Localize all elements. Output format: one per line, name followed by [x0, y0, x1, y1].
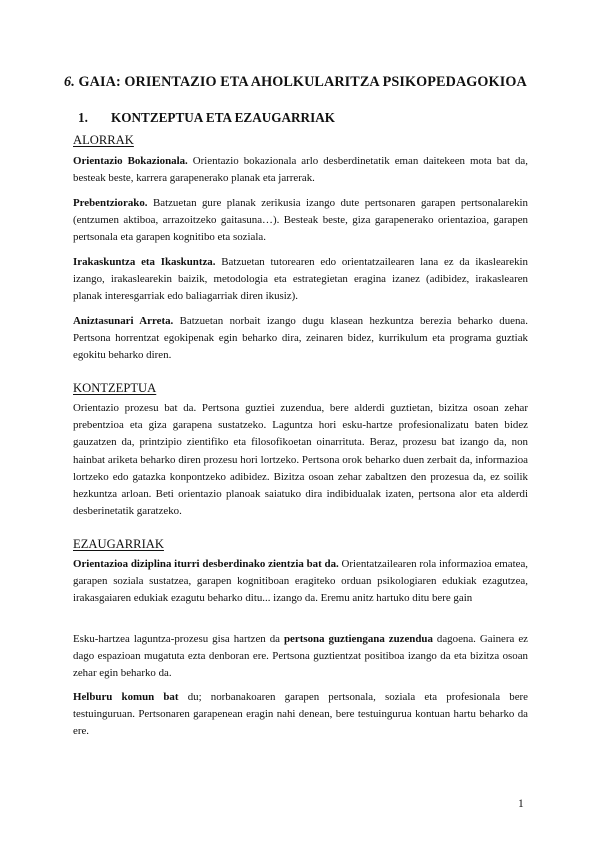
kontzeptua-heading: KONTZEPTUA [73, 381, 157, 395]
ezaugarriak-heading: EZAUGARRIAK [73, 537, 164, 551]
alorrak-paragraph-4 [73, 313, 528, 365]
alorrak-paragraph-1 [73, 153, 528, 187]
ezaugarriak-paragraph-2 [73, 631, 528, 683]
paragraph-text: Batzuetan norbait izango dugu klasean hezkuntza berezia beharko duena. Pertsona horrentzat egokipenak egin beharko dira, zeinaren bidez, kurrikulum eta programa guztiak egokitu beharko diren. [73, 315, 528, 362]
page-number: 1 [518, 798, 524, 810]
term: Orientazioa diziplina iturri desberdinako zientzia bat da. [73, 558, 339, 570]
ezaugarriak-paragraph-1 [73, 556, 528, 608]
paragraph-text: Batzuetan gure planak zerikusia izango dute pertsonaren garapen pertsonalarekin (entzumen aktiboa, arrazoitzeko gaitasuna…). Besteak beste, giza garapenerako orientazioa, garapen pertsonala eta garapen kognitibo eta soziala. [73, 197, 528, 244]
term: Aniztasunari Arreta. [73, 315, 174, 327]
section-heading [78, 110, 335, 126]
title-text: GAIA: ORIENTAZIO ETA AHOLKULARITZA PSIKOPEDAGOKIOA [78, 74, 527, 90]
term: Orientazio Bokazionala. [73, 155, 188, 167]
kontzeptua-paragraph: Orientazio prozesu bat da. Pertsona guztiei zuzendua, bere alderdi guztietan, bizitza osoan zehar prebentzioa eta giza garapena sustatzeko. Laguntza hori esku-hartze profesionalizatu baten bidez gauzatzen da, printzipio zientifiko eta filosofikoetan oinarrituta. Beraz, prozesu bat izango da, non hainbat ariketa beharko diren prozesu hori lortzeko. Pertsona orok beharko duen zerbait da, informazioa lortzeko edo gatazka konpontzeko adibidez. Bizitza osoan zehar zabaltzen den prozesua da, ez soilik hezkuntza arloan. Beti orientazio planoak saiatuko dira indibidualak izaten, pertsona alor eta alderdi desberinetatik garatzeko. [73, 402, 528, 518]
paragraph-text: Batzuetan tutorearen edo orientatzailearen lana ez da ikaslearekin izango, irakaslearekin baizik, metodologia eta estrategietan eragina izanez (adibidez, irakaslearen planak interesgarriak edo baliagarriak diren ikusiz). [73, 256, 528, 303]
term: Irakaskuntza eta Ikaskuntza. [73, 256, 216, 268]
section-number: 1. [78, 110, 88, 125]
document-title [64, 74, 564, 91]
paragraph-text: du; norbanakoaren garapen pertsonala, soziala eta profesionala bere testuinguruan. Pertsonaren garapenean eragin nahi denean, bere testuingurua kontuan hartu beharko da ere. [73, 691, 528, 738]
alorrak-paragraph-3 [73, 254, 528, 306]
term: pertsona guztiengana zuzendua [283, 633, 433, 645]
ezaugarriak-paragraph-3 [73, 689, 528, 741]
term: Helburu komun bat [73, 691, 179, 703]
alorrak-heading: ALORRAK [73, 133, 134, 147]
term: Prebentziorako. [73, 197, 148, 209]
paragraph-text: Orientatzailearen rola informazioa ematea, garapen soziala sustatzea, garapen kognitiboan eragiteko orduan psikologiaren edukiak ezagutzea, irakasgaiaren edukiak ezagutu beharko ditu... izango da. Eremu anitz hartuko ditu bere gain [73, 558, 529, 605]
paragraph-text: Esku-hartzea laguntza-prozesu gisa hartzen da [73, 633, 284, 645]
paragraph-text: dagoena. Gainera ez dago espazioan mugatuta ezta denboran ere. Pertsona guztientzat positiboa izango da eta bizitza osoan zehar egin beharko da. [73, 633, 528, 680]
section-heading-text: KONTZEPTUA ETA EZAUGARRIAK [111, 110, 335, 125]
alorrak-paragraph-2 [73, 195, 528, 247]
paragraph-text: Orientazio bokazionala arlo desberdinetatik eman daitekeen mota bat da, besteak beste, karrera garapenerako planak eta jarrerak. [73, 155, 528, 185]
title-number: 6. [64, 74, 75, 90]
